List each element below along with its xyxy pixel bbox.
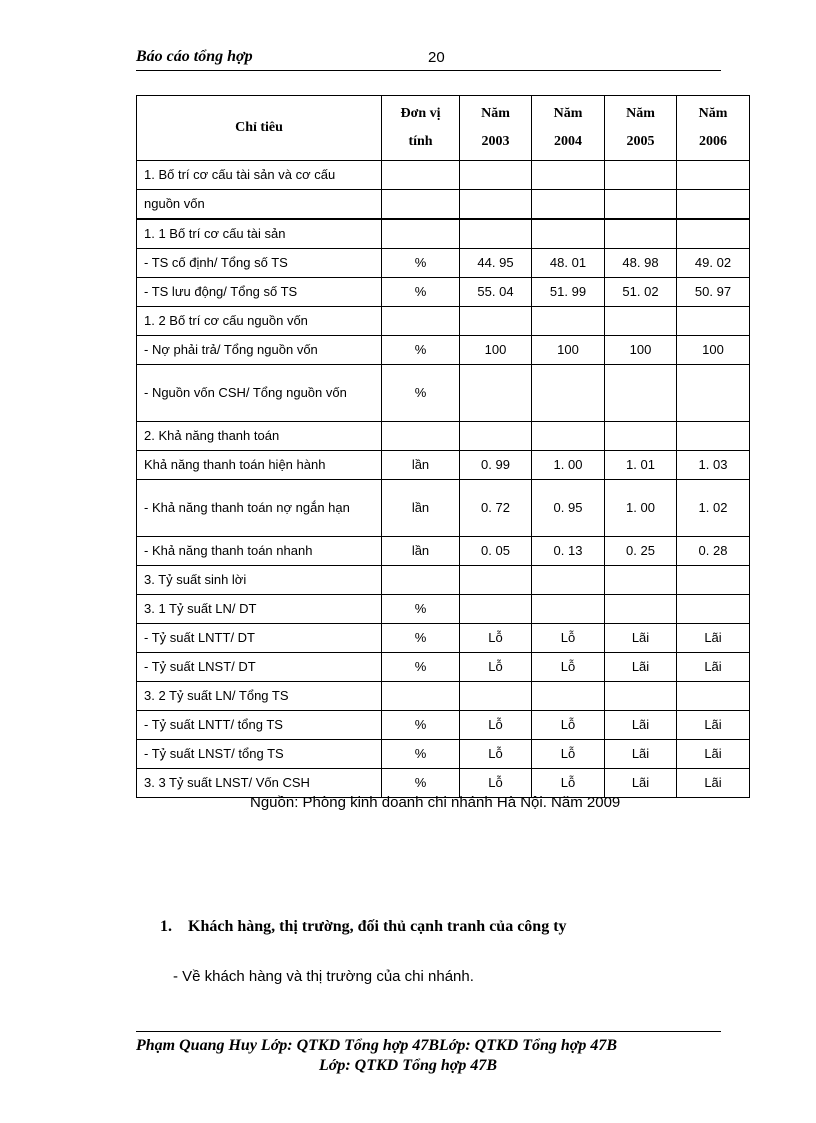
row-value: Lãi — [677, 740, 750, 769]
row-value: 0. 28 — [677, 537, 750, 566]
row-value — [605, 161, 677, 190]
row-value — [460, 365, 532, 422]
header-year-2006 — [677, 96, 750, 161]
row-value — [460, 219, 532, 249]
row-value — [532, 219, 605, 249]
row-value — [532, 365, 605, 422]
header-unit — [382, 96, 460, 161]
row-value: 100 — [532, 336, 605, 365]
row-label: 1. 1 Bố trí cơ cấu tài sản — [137, 219, 382, 249]
header-year-2005 — [605, 96, 677, 161]
row-unit: % — [382, 653, 460, 682]
table-row — [137, 336, 750, 365]
table-row — [137, 740, 750, 769]
header-unit-line2: tính — [408, 134, 433, 149]
table-row — [137, 219, 750, 249]
row-value: Lỗ — [532, 740, 605, 769]
table-header-row — [137, 96, 750, 161]
row-value — [532, 161, 605, 190]
financial-indicators-table — [136, 95, 750, 798]
row-value — [677, 307, 750, 336]
row-value: 1. 00 — [532, 451, 605, 480]
table-row — [137, 682, 750, 711]
row-value: Lãi — [605, 653, 677, 682]
row-label: Khả năng thanh toán hiện hành — [137, 451, 382, 480]
row-label: - Tỷ suất LNTT/ DT — [137, 624, 382, 653]
row-value: 1. 00 — [605, 480, 677, 537]
header-year-label: Năm — [481, 106, 510, 121]
row-label: - TS cố định/ Tổng số TS — [137, 249, 382, 278]
row-value — [605, 219, 677, 249]
row-unit: % — [382, 336, 460, 365]
row-label: - Tỷ suất LNST/ tổng TS — [137, 740, 382, 769]
row-unit: % — [382, 249, 460, 278]
page-header-title: Báo cáo tổng hợp — [136, 48, 253, 65]
table-row — [137, 480, 750, 537]
header-year-value: 2003 — [481, 134, 510, 149]
row-value — [460, 161, 532, 190]
row-value: Lãi — [677, 624, 750, 653]
table-row — [137, 537, 750, 566]
row-value — [532, 422, 605, 451]
row-unit: lần — [382, 480, 460, 537]
row-value: Lãi — [605, 624, 677, 653]
row-unit: % — [382, 624, 460, 653]
row-label: nguồn vốn — [137, 190, 382, 220]
row-unit — [382, 682, 460, 711]
row-value — [605, 566, 677, 595]
row-value: 49. 02 — [677, 249, 750, 278]
row-value: Lỗ — [532, 653, 605, 682]
row-label: - Khả năng thanh toán nhanh — [137, 537, 382, 566]
footer-rule — [136, 1031, 721, 1032]
row-value — [532, 682, 605, 711]
header-year-label: Năm — [698, 106, 728, 121]
header-year-value: 2004 — [554, 134, 582, 149]
table-row — [137, 161, 750, 190]
table-row — [137, 278, 750, 307]
row-label: 2. Khả năng thanh toán — [137, 422, 382, 451]
table-row — [137, 595, 750, 624]
row-label: 1. Bố trí cơ cấu tài sản và cơ cấu — [137, 161, 382, 190]
row-value: 51. 99 — [532, 278, 605, 307]
row-label: 1. 2 Bố trí cơ cấu nguồn vốn — [137, 307, 382, 336]
row-value — [677, 161, 750, 190]
row-unit: % — [382, 769, 460, 798]
row-unit: lần — [382, 451, 460, 480]
row-value: Lỗ — [460, 711, 532, 740]
row-label: - Nợ phải trả/ Tổng nguồn vốn — [137, 336, 382, 365]
table-row — [137, 307, 750, 336]
footer-line2: Lớp: QTKD Tổng hợp 47B — [318, 1057, 498, 1074]
row-label: - TS lưu động/ Tổng số TS — [137, 278, 382, 307]
row-value: 48. 01 — [532, 249, 605, 278]
row-value — [532, 595, 605, 624]
header-year-value: 2006 — [699, 134, 727, 149]
header-year-2003 — [460, 96, 532, 161]
section-heading — [160, 918, 567, 936]
row-unit — [382, 566, 460, 595]
row-value — [460, 190, 532, 220]
row-value — [677, 682, 750, 711]
table-row — [137, 566, 750, 595]
row-unit — [382, 422, 460, 451]
header-year-value: 2005 — [626, 134, 655, 149]
row-value: 1. 03 — [677, 451, 750, 480]
header-year-label: Năm — [553, 106, 583, 121]
row-value: 50. 97 — [677, 278, 750, 307]
row-label: 3. 3 Tỷ suất LNST/ Vốn CSH — [137, 769, 382, 798]
table-row — [137, 365, 750, 422]
row-value: 0. 13 — [532, 537, 605, 566]
section-number: 1. — [160, 918, 172, 935]
row-value: 1. 02 — [677, 480, 750, 537]
source-note: Nguồn: Phòng kinh doanh chi nhánh Hà Nội. Năm 2009 — [250, 794, 621, 811]
row-unit: % — [382, 711, 460, 740]
row-value — [677, 365, 750, 422]
table-row — [137, 711, 750, 740]
header-unit-line1: Đơn vị — [400, 106, 441, 121]
row-value: 55. 04 — [460, 278, 532, 307]
row-value: Lãi — [677, 653, 750, 682]
row-value: Lỗ — [460, 624, 532, 653]
row-value: 100 — [677, 336, 750, 365]
row-value: 51. 02 — [605, 278, 677, 307]
row-value — [677, 566, 750, 595]
row-value: Lỗ — [532, 769, 605, 798]
row-unit — [382, 307, 460, 336]
row-value: 0. 99 — [460, 451, 532, 480]
row-value — [460, 566, 532, 595]
row-unit: % — [382, 740, 460, 769]
row-value — [460, 422, 532, 451]
row-value — [532, 307, 605, 336]
row-value: 0. 72 — [460, 480, 532, 537]
row-value: Lãi — [605, 769, 677, 798]
row-label: - Tỷ suất LNST/ DT — [137, 653, 382, 682]
row-unit — [382, 219, 460, 249]
row-value — [677, 219, 750, 249]
row-value — [677, 190, 750, 220]
table-row — [137, 249, 750, 278]
row-value — [532, 566, 605, 595]
row-unit: % — [382, 365, 460, 422]
header-rule — [136, 70, 721, 71]
table-row — [137, 190, 750, 220]
row-unit — [382, 190, 460, 220]
page-number: 20 — [428, 49, 445, 66]
section-title: Khách hàng, thị trường, đối thủ cạnh tranh của công ty — [188, 918, 567, 935]
row-value — [605, 422, 677, 451]
table-row — [137, 624, 750, 653]
row-label: - Nguồn vốn CSH/ Tổng nguồn vốn — [137, 365, 382, 422]
table-row — [137, 422, 750, 451]
row-value: Lãi — [605, 740, 677, 769]
row-value: Lỗ — [532, 624, 605, 653]
row-unit: lần — [382, 537, 460, 566]
row-value — [605, 190, 677, 220]
row-value: 100 — [605, 336, 677, 365]
row-value: 0. 05 — [460, 537, 532, 566]
header-indicator: Chỉ tiêu — [137, 96, 382, 161]
row-value: Lãi — [605, 711, 677, 740]
row-value: 1. 01 — [605, 451, 677, 480]
row-value — [605, 307, 677, 336]
row-label: - Tỷ suất LNTT/ tổng TS — [137, 711, 382, 740]
table-row — [137, 653, 750, 682]
row-unit: % — [382, 595, 460, 624]
row-label: - Khả năng thanh toán nợ ngắn hạn — [137, 480, 382, 537]
row-value — [460, 595, 532, 624]
bullet-text: - Về khách hàng và thị trường của chi nhánh. — [173, 968, 474, 985]
row-value: Lỗ — [460, 740, 532, 769]
row-value: Lỗ — [460, 769, 532, 798]
row-unit — [382, 161, 460, 190]
row-value — [677, 595, 750, 624]
row-label: 3. 2 Tỷ suất LN/ Tổng TS — [137, 682, 382, 711]
row-value — [605, 365, 677, 422]
row-value: 44. 95 — [460, 249, 532, 278]
header-year-label: Năm — [626, 106, 655, 121]
row-value — [460, 307, 532, 336]
row-label: 3. Tỷ suất sinh lời — [137, 566, 382, 595]
row-value: 100 — [460, 336, 532, 365]
row-value — [605, 682, 677, 711]
footer-line1: Phạm Quang Huy Lớp: QTKD Tổng hợp 47BLớp: QTKD Tổng hợp 47B — [136, 1037, 618, 1054]
table-row — [137, 451, 750, 480]
row-value: 0. 95 — [532, 480, 605, 537]
row-value — [460, 682, 532, 711]
row-value: Lỗ — [532, 711, 605, 740]
row-value: 48. 98 — [605, 249, 677, 278]
row-unit: % — [382, 278, 460, 307]
row-value — [532, 190, 605, 220]
row-value: Lãi — [677, 769, 750, 798]
row-value — [605, 595, 677, 624]
row-value: Lãi — [677, 711, 750, 740]
header-year-2004 — [532, 96, 605, 161]
row-value: 0. 25 — [605, 537, 677, 566]
row-value — [677, 422, 750, 451]
row-value: Lỗ — [460, 653, 532, 682]
row-label: 3. 1 Tỷ suất LN/ DT — [137, 595, 382, 624]
table-body — [137, 161, 750, 798]
